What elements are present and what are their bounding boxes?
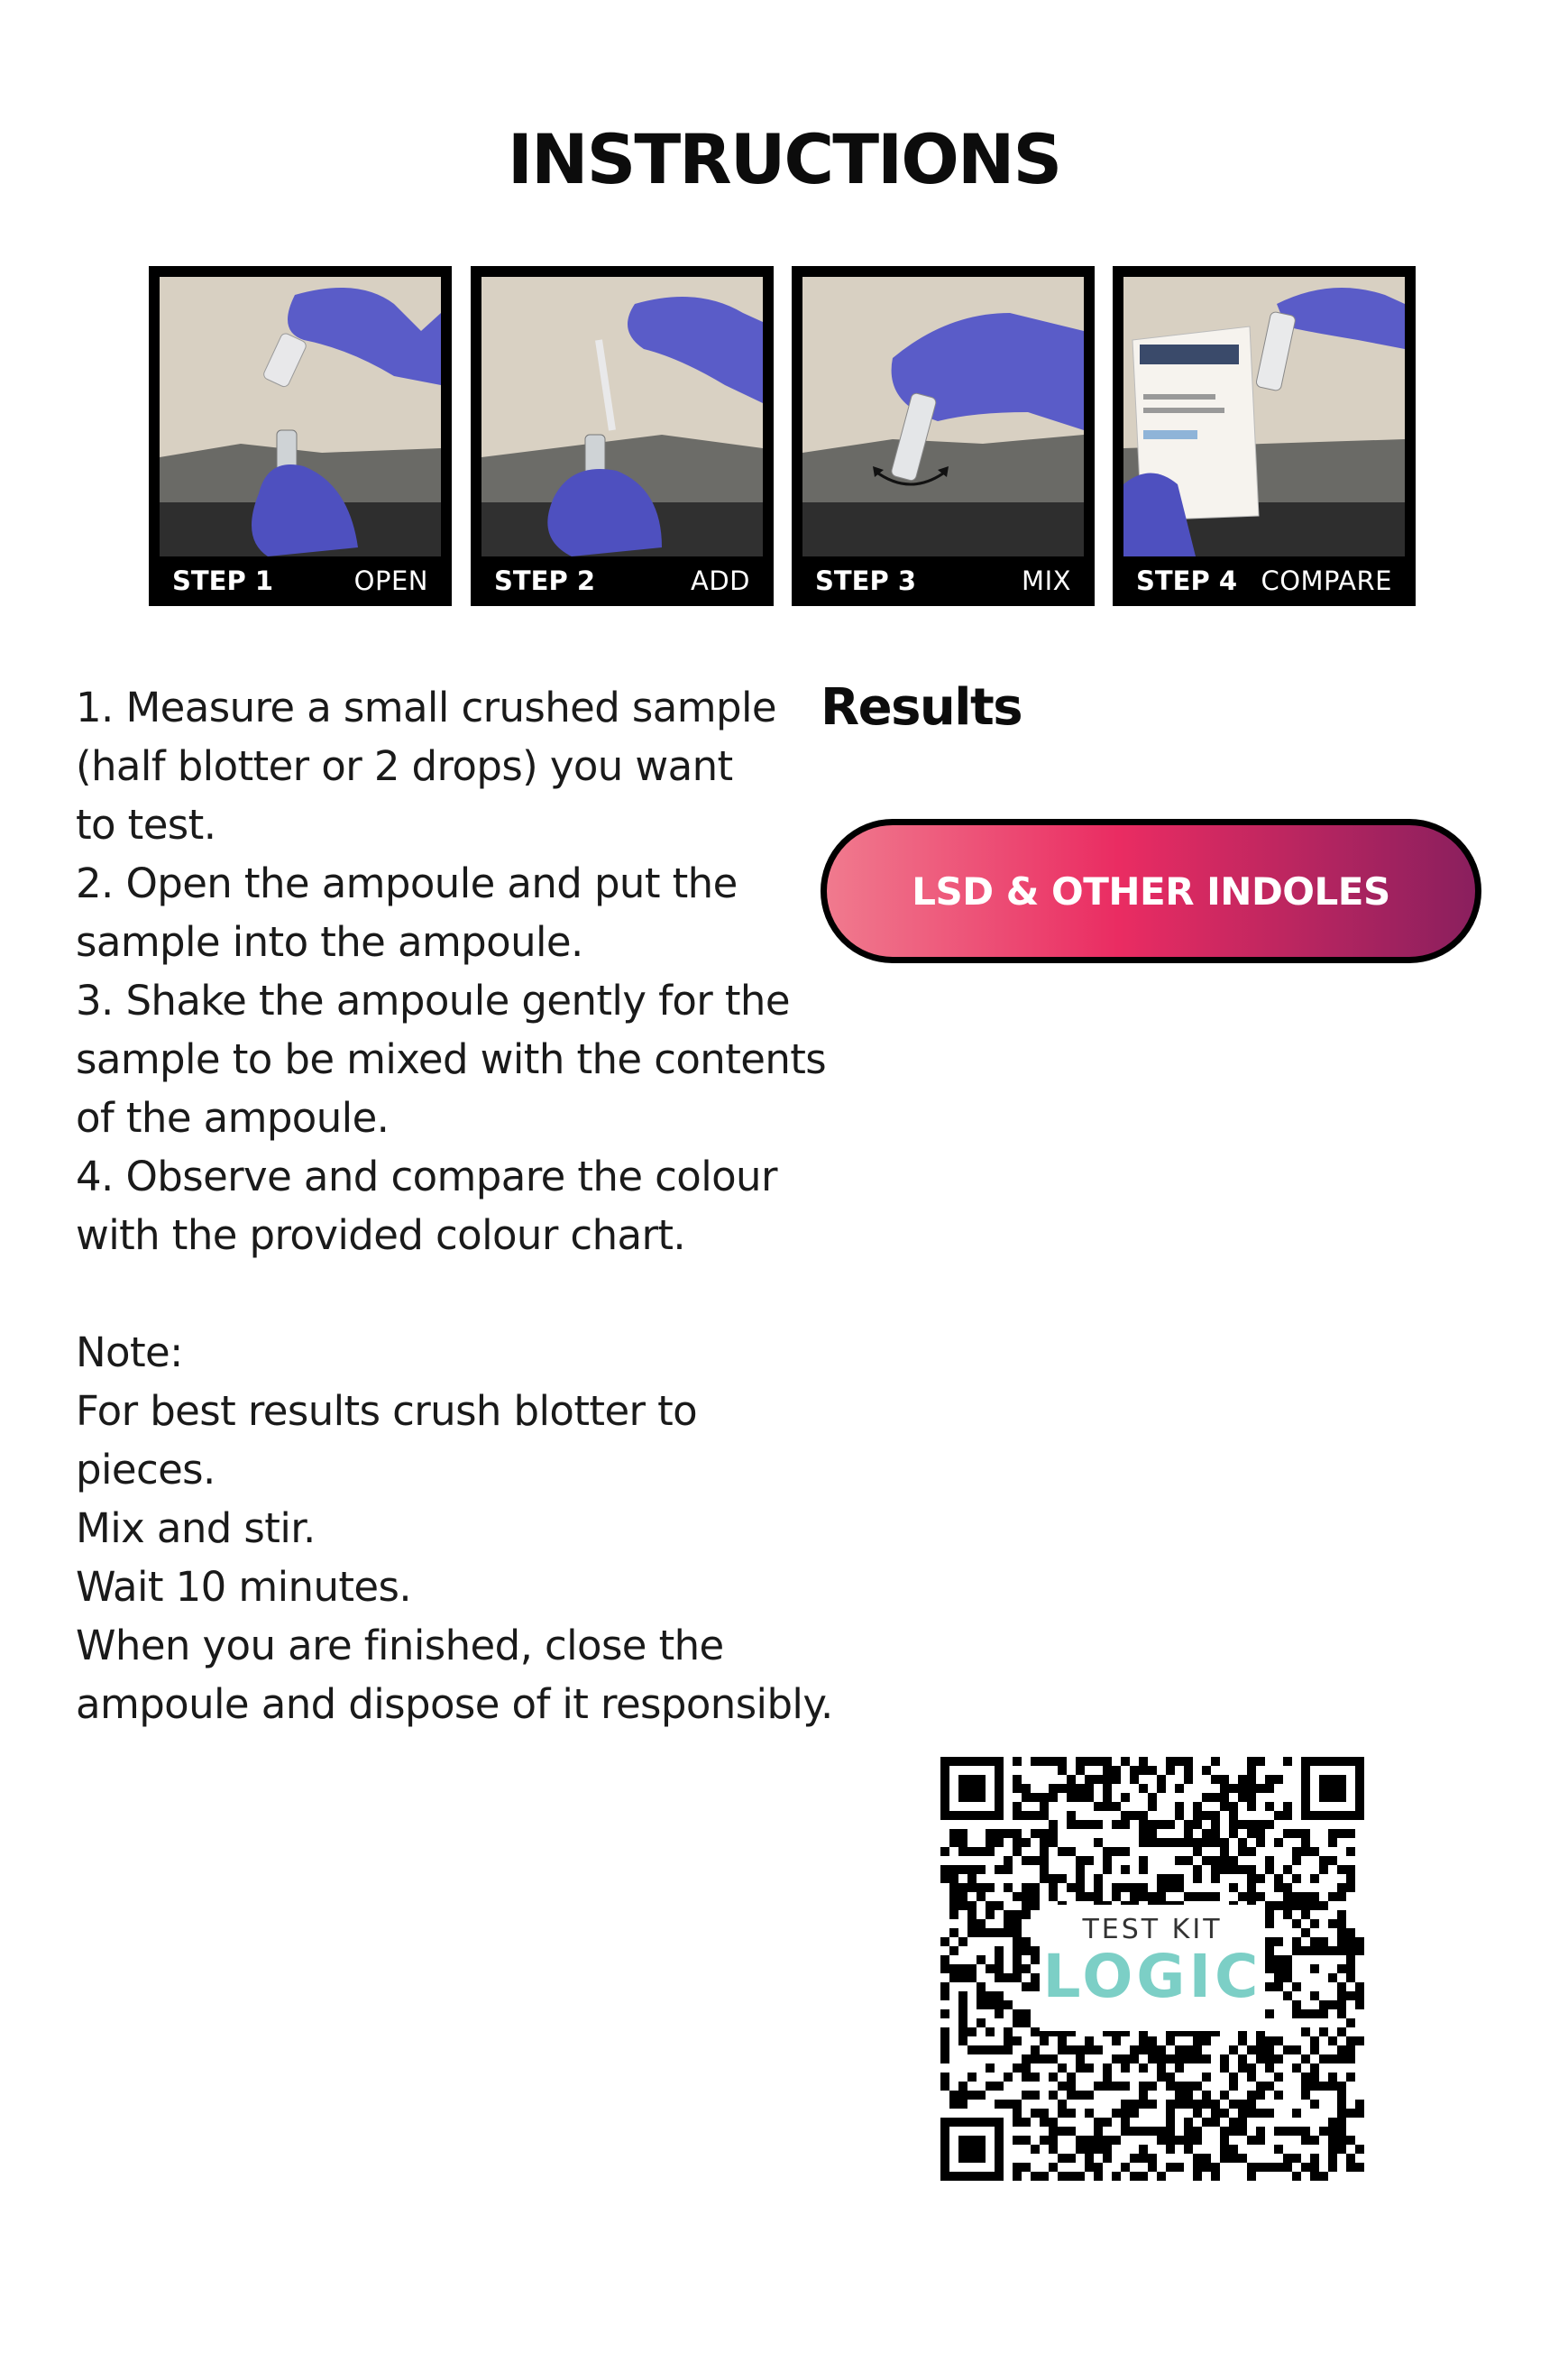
- step-1-caption: [160, 559, 441, 602]
- step-number: STEP 3: [815, 565, 917, 596]
- step-number: STEP 1: [172, 565, 274, 596]
- test-kit-logic-logo: [1040, 1905, 1265, 2031]
- step-2-caption: [481, 559, 763, 602]
- step-4-photo: [1123, 277, 1405, 556]
- instructions-note: Note: For best results crush blotter to pieces. Mix and stir. Wait 10 minutes. When you are finished, close the ampoule and dispose of it responsibly.: [76, 1328, 833, 1728]
- results-heading: Results: [821, 678, 1022, 737]
- step-2-photo: [481, 277, 763, 556]
- result-badge-label: LSD & OTHER INDOLES: [912, 869, 1390, 914]
- step-action: ADD: [691, 565, 750, 596]
- step-3-photo: [802, 277, 1084, 556]
- instructions-steps-text: 1. Measure a small crushed sample (half blotter or 2 drops) you want to test. 2. Open the ampoule and put the sample into the ampoule. 3. Shake the ampoule gently for the sample to be mixed with the contents of the ampoule. 4. Observe and compare the colour with the provided colour chart.: [76, 684, 827, 1259]
- step-card-1: [149, 266, 452, 606]
- logo-main-text: LOGIC: [1042, 1942, 1262, 2011]
- page-title: INSTRUCTIONS: [507, 119, 1061, 199]
- step-card-4: [1113, 266, 1416, 606]
- result-badge: [821, 819, 1481, 963]
- step-4-caption: [1123, 559, 1405, 602]
- step-1-photo: [160, 277, 441, 556]
- step-action: MIX: [1022, 565, 1071, 596]
- steps-strip: [0, 266, 1568, 609]
- step-number: STEP 4: [1136, 565, 1238, 596]
- step-card-3: [792, 266, 1095, 606]
- step-action: COMPARE: [1261, 565, 1392, 596]
- step-card-2: [471, 266, 774, 606]
- instructions-body: [76, 678, 833, 1733]
- step-3-caption: [802, 559, 1084, 602]
- step-number: STEP 2: [494, 565, 596, 596]
- step-action: OPEN: [353, 565, 428, 596]
- logo-small-text: TEST KIT: [1082, 1914, 1223, 1945]
